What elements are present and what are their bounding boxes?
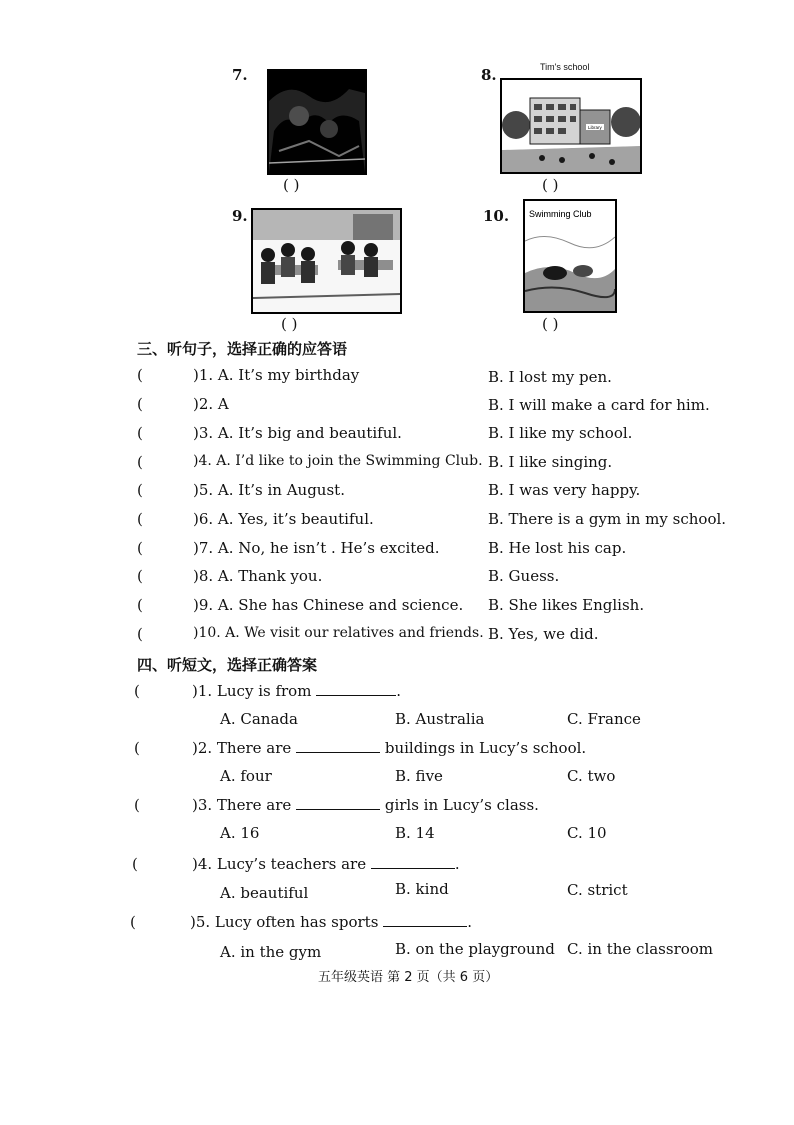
s4-q3-stem-post: girls in Lucy’s class. (384, 796, 539, 814)
s3-q10-option-b: B. Yes, we did. (488, 625, 599, 643)
s3-q5-option-b: B. I was very happy. (488, 481, 641, 499)
picture-8-answer-paren[interactable]: ( ) (542, 176, 559, 194)
s4-q2-option-b: B. five (395, 767, 443, 785)
s3-q3-option-b: B. I like my school. (488, 424, 633, 442)
picture-8-image (500, 78, 642, 174)
s4-q3-stem (192, 796, 539, 814)
s3-q10-option-a: )10. A. We visit our relatives and friends. (193, 625, 484, 641)
s3-q1-option-b: B. I lost my pen. (488, 368, 612, 386)
s4-q5-option-b: B. on the playground (395, 940, 555, 958)
s4-q4-option-b: B. kind (395, 880, 449, 898)
s4-q3-option-a: A. 16 (220, 824, 260, 842)
s3-q1-paren[interactable]: ( (137, 366, 143, 384)
s3-q9-option-a: )9. A. She has Chinese and science. (193, 596, 464, 614)
picture-9-number: 9. (232, 207, 248, 225)
page-footer: 五年级英语 第 2 页（共 6 页） (318, 970, 499, 985)
picture-9-image (251, 208, 402, 314)
s4-q4-paren[interactable]: ( (132, 855, 138, 873)
s4-q3-option-b: B. 14 (395, 824, 435, 842)
s4-q5-paren[interactable]: ( (130, 913, 136, 931)
picture-10-sign: Swimming Club (529, 209, 592, 219)
s3-q7-paren[interactable]: ( (137, 539, 143, 557)
s3-q5-option-a: )5. A. It’s in August. (193, 481, 345, 499)
s4-q2-paren[interactable]: ( (134, 739, 140, 757)
picture-10-image (523, 199, 617, 313)
s3-q4-option-a: )4. A. I’d like to join the Swimming Club. (193, 453, 483, 469)
s3-q3-option-a: )3. A. It’s big and beautiful. (193, 424, 402, 442)
s3-q7-option-a: )7. A. No, he isn’t . He’s excited. (193, 539, 440, 557)
s3-q2-option-a: )2. A (193, 395, 229, 413)
s4-q5-blank[interactable] (383, 914, 467, 927)
s4-q1-option-b: B. Australia (395, 710, 485, 728)
s4-q2-stem-post: buildings in Lucy’s school. (384, 739, 587, 757)
s4-q2-stem-pre: )2. There are (192, 739, 292, 757)
s4-q5-stem-pre: )5. Lucy often has sports (190, 913, 379, 931)
section4-heading: 四、听短文，选择正确答案 (137, 656, 318, 674)
s3-q9-option-b: B. She likes English. (488, 596, 645, 614)
s4-q3-blank[interactable] (296, 797, 380, 810)
s3-q6-option-b: B. There is a gym in my school. (488, 510, 727, 528)
s4-q5-stem-post: . (467, 913, 472, 931)
s4-q1-stem-post: . (396, 682, 401, 700)
s4-q3-paren[interactable]: ( (134, 796, 140, 814)
s4-q5-option-c: C. in the classroom (567, 940, 714, 958)
s4-q5-option-a: A. in the gym (220, 943, 322, 961)
s3-q8-option-b: B. Guess. (488, 567, 560, 585)
s4-q3-option-c: C. 10 (567, 824, 607, 842)
s4-q4-stem (192, 855, 460, 873)
s4-q1-stem-pre: )1. Lucy is from (192, 682, 312, 700)
s3-q5-paren[interactable]: ( (137, 481, 143, 499)
picture-9-answer-paren[interactable]: ( ) (281, 315, 298, 333)
s3-q3-paren[interactable]: ( (137, 424, 143, 442)
s4-q5-stem (190, 913, 472, 931)
s4-q1-option-a: A. Canada (220, 710, 298, 728)
s4-q4-stem-pre: )4. Lucy’s teachers are (192, 855, 367, 873)
picture-7-image (267, 69, 367, 175)
s4-q2-stem (192, 739, 586, 757)
s3-q7-option-b: B. He lost his cap. (488, 539, 627, 557)
s4-q3-stem-pre: )3. There are (192, 796, 292, 814)
picture-8-number: 8. (481, 66, 497, 84)
s4-q4-blank[interactable] (371, 856, 455, 869)
picture-10-answer-paren[interactable]: ( ) (542, 315, 559, 333)
s4-q4-option-c: C. strict (567, 881, 628, 899)
s3-q6-paren[interactable]: ( (137, 510, 143, 528)
s3-q8-paren[interactable]: ( (137, 567, 143, 585)
s3-q9-paren[interactable]: ( (137, 596, 143, 614)
s3-q10-paren[interactable]: ( (137, 625, 143, 643)
s3-q1-option-a: )1. A. It’s my birthday (193, 366, 360, 384)
s4-q1-blank[interactable] (316, 683, 396, 696)
s4-q1-paren[interactable]: ( (134, 682, 140, 700)
s3-q2-option-b: B. I will make a card for him. (488, 396, 710, 414)
s4-q1-option-c: C. France (567, 710, 641, 728)
s4-q4-stem-post: . (454, 855, 460, 873)
picture-8-library-sign: Library (588, 125, 602, 130)
s4-q2-blank[interactable] (296, 740, 380, 753)
section3-heading: 三、听句子，选择正确的应答语 (137, 340, 348, 358)
picture-8-caption: Tim's school (540, 62, 590, 72)
s4-q4-option-a: A. beautiful (220, 884, 309, 902)
s4-q1-stem (192, 682, 401, 700)
s3-q8-option-a: )8. A. Thank you. (193, 567, 323, 585)
s3-q4-option-b: B. I like singing. (488, 453, 613, 471)
s3-q6-option-a: )6. A. Yes, it’s beautiful. (193, 510, 374, 528)
s4-q2-option-c: C. two (567, 767, 616, 785)
picture-7-answer-paren[interactable]: ( ) (283, 176, 300, 194)
s3-q2-paren[interactable]: ( (137, 395, 143, 413)
picture-7-number: 7. (232, 66, 248, 84)
picture-10-number: 10. (483, 207, 510, 225)
s4-q2-option-a: A. four (220, 767, 272, 785)
s3-q4-paren[interactable]: ( (137, 453, 143, 471)
